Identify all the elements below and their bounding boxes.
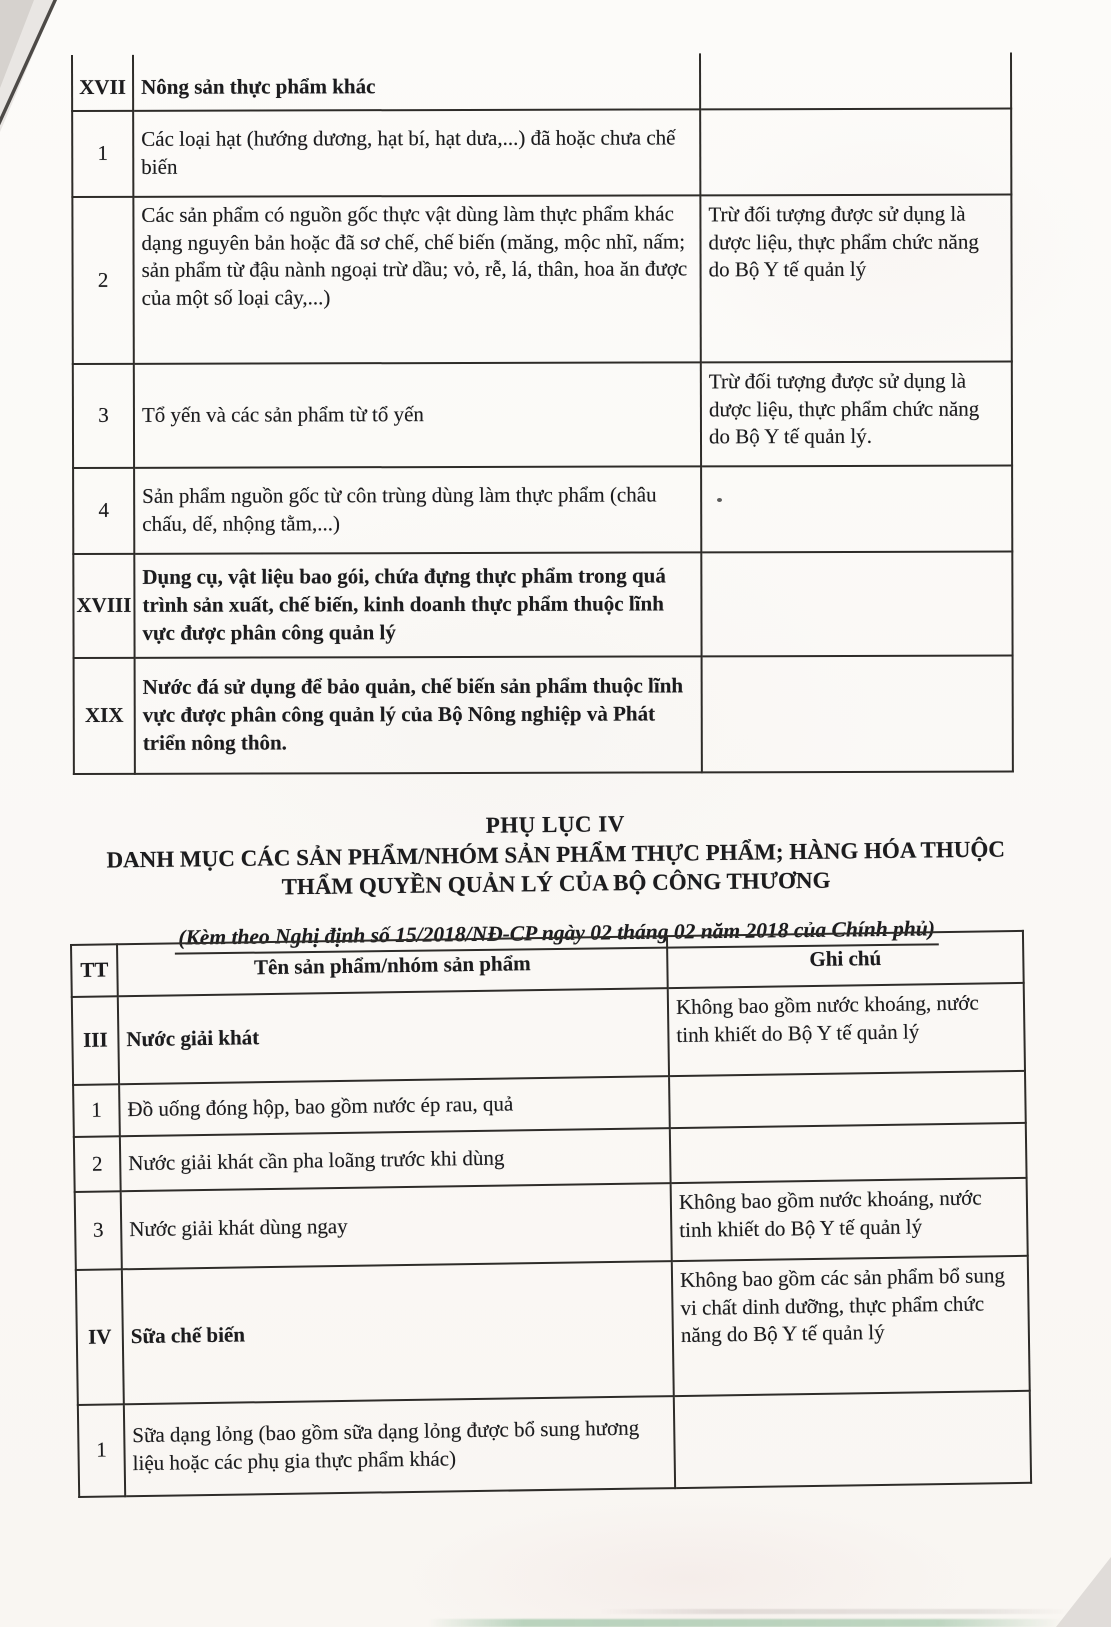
row-index-cell: XVII [72, 55, 133, 111]
table-row [73, 552, 1012, 658]
note-cell: Trừ đối tượng được sử dụng là dược liệu, thực phẩm chức năng do Bộ Y tế quản lý. [701, 362, 1012, 467]
row-index-cell: XVIII [73, 554, 134, 658]
scan-dot-artifact [717, 498, 722, 502]
row-index-cell: 3 [75, 1191, 122, 1270]
note-cell [701, 466, 1012, 553]
note-cell [701, 552, 1012, 657]
issuance-note: (Kèm theo Nghị định số 15/2018/NĐ-CP ngày 02 tháng 02 năm 2018 của Chính phủ) [174, 916, 939, 954]
note-cell [670, 1123, 1027, 1183]
row-index-cell: III [72, 996, 119, 1085]
table-row [72, 195, 1011, 364]
appendix-title: PHỤ LỤC IV [485, 811, 626, 838]
note-cell: Không bao gồm nước khoáng, nước tinh khiết do Bộ Y tế quản lý [671, 1178, 1028, 1261]
note-cell [700, 53, 1011, 110]
header-cell-note: Ghi chú [667, 931, 1024, 988]
note-cell [669, 1071, 1026, 1128]
appendix-iv-table [70, 930, 1032, 1498]
note-cell: Trừ đối tượng được sử dụng là dược liệu, thực phẩm chức năng do Bộ Y tế quản lý [700, 195, 1011, 363]
header-cell-name: Tên sản phẩm/nhóm sản phẩm [117, 936, 668, 996]
table-row [76, 1256, 1030, 1405]
appendix-subtitle-line1: DANH MỤC CÁC SẢN PHẨM/NHÓM SẢN PHẨM THỰC PHẨM; HÀNG HÓA THUỘC [106, 836, 1006, 873]
continuation-table [71, 53, 1014, 775]
appendix-subtitle [60, 834, 1053, 905]
product-name-cell: Các sản phẩm có nguồn gốc thực vật dùng làm thực phẩm khác dạng nguyên bản hoặc đã sơ chế, chế biến (măng, mộc nhĩ, nấm; sản phẩm từ đậu nành ngoại trừ dầu; vỏ, rễ, lá, thân, hoa ăn được của một số loại cây,...) [133, 195, 700, 363]
table-row [73, 466, 1012, 554]
row-index-cell: 4 [73, 468, 134, 554]
note-cell: Không bao gồm các sản phẩm bổ sung vi chất dinh dưỡng, thực phẩm chức năng do Bộ Y tế quản lý [672, 1256, 1030, 1396]
table-row [75, 1178, 1028, 1270]
appendix-subtitle-line2: THẨM QUYỀN QUẢN LÝ CỦA BỘ CÔNG THƯƠNG [281, 868, 831, 900]
header-cell-tt: TT [71, 944, 118, 997]
table-row [72, 983, 1025, 1085]
scan-smudge-artifact [600, 1609, 1070, 1614]
note-cell [674, 1391, 1031, 1488]
product-name-cell: Tổ yến và các sản phẩm từ tổ yến [134, 362, 701, 467]
table-row [72, 53, 1011, 111]
row-index-cell: 1 [78, 1404, 125, 1497]
table-row [72, 109, 1011, 197]
row-index-cell: 1 [73, 1084, 120, 1137]
note-cell [702, 656, 1013, 773]
product-name-cell: Nông sản thực phẩm khác [133, 53, 700, 110]
row-index-cell: 2 [74, 1136, 121, 1192]
note-cell [700, 109, 1011, 196]
product-name-cell: Các loại hạt (hướng dương, hạt bí, hạt dưa,...) đã hoặc chưa chế biến [133, 109, 700, 196]
row-index-cell: XIX [74, 658, 135, 774]
continuation-table-container [71, 53, 1014, 775]
note-cell: Không bao gồm nước khoáng, nước tinh khiết do Bộ Y tế quản lý [668, 983, 1025, 1076]
row-index-cell: 1 [72, 111, 133, 197]
row-index-cell: 3 [73, 364, 134, 468]
product-name-cell: Đồ uống đóng hộp, bao gồm nước ép rau, quả [119, 1076, 670, 1136]
row-index-cell: 2 [72, 197, 133, 364]
appendix-iv-table-container [70, 930, 1032, 1498]
table-row [73, 362, 1012, 468]
product-name-cell: Nước đá sử dụng để bảo quản, chế biến sản phẩm thuộc lĩnh vực được phân công quản lý của Bộ Nông nghiệp và Phát triển nông thôn. [135, 656, 702, 773]
product-name-cell: Sữa dạng lỏng (bao gồm sữa dạng lỏng được bổ sung hương liệu hoặc các phụ gia thực phẩm khác) [124, 1396, 675, 1496]
bottom-right-page-edge-artifact [1051, 1557, 1111, 1627]
product-name-cell: Sữa chế biến [122, 1261, 674, 1404]
product-name-cell: Nước giải khát cần pha loãng trước khi dùng [120, 1128, 671, 1191]
product-name-cell: Sản phẩm nguồn gốc từ côn trùng dùng làm thực phẩm (châu chấu, dế, nhộng tằm,...) [134, 466, 701, 553]
table-row [74, 656, 1013, 774]
product-name-cell: Nước giải khát dùng ngay [121, 1183, 672, 1269]
product-name-cell: Dụng cụ, vật liệu bao gói, chứa đựng thực phẩm trong quá trình sản xuất, chế biến, kinh doanh thực phẩm thuộc lĩnh vực được phân công quản lý [134, 552, 701, 657]
row-index-cell: IV [76, 1269, 124, 1405]
product-name-cell: Nước giải khát [118, 988, 669, 1084]
table-row [78, 1391, 1031, 1497]
scanner-edge-green-strip [428, 1619, 1064, 1627]
